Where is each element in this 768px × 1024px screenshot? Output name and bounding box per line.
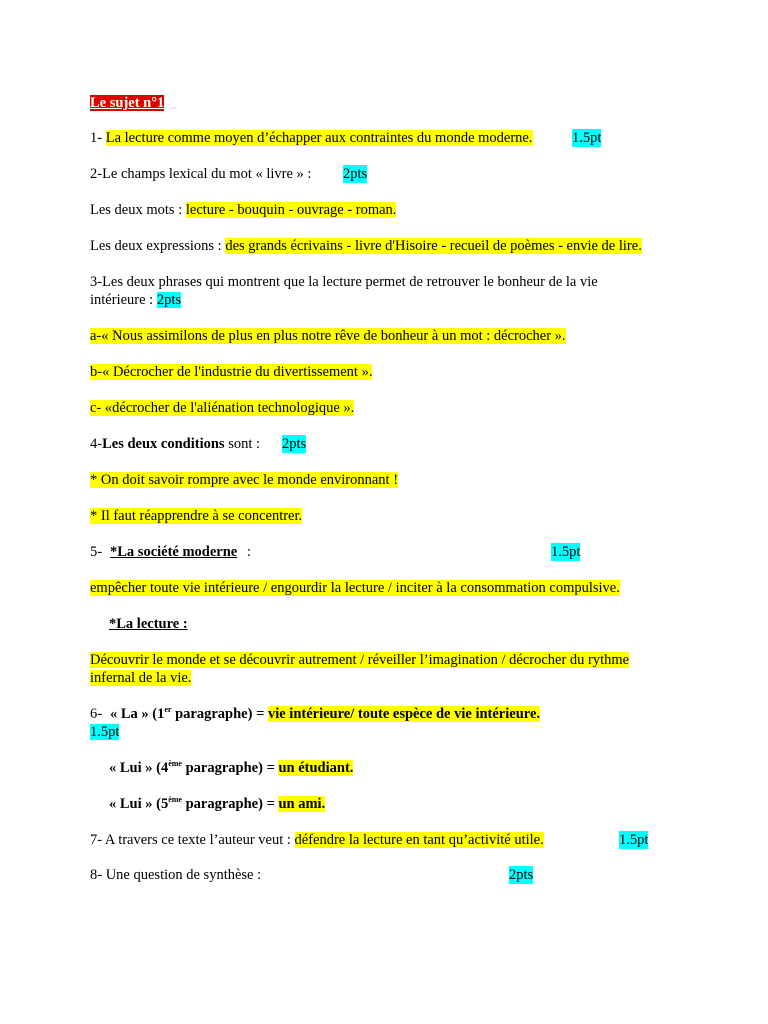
question-1 bbox=[90, 129, 690, 147]
q6-lui4-pre: « Lui » (4 bbox=[109, 760, 169, 776]
q6-lui4-sup: ème bbox=[168, 759, 182, 768]
q6-lui4-post: paragraphe) = bbox=[181, 760, 279, 776]
q2-mots-label: Les deux mots : bbox=[90, 202, 186, 218]
q7-points: 1.5pt bbox=[619, 832, 649, 848]
q6-lui4-answer: un étudiant. bbox=[278, 760, 354, 776]
q4-condition-2 bbox=[90, 507, 690, 525]
q3-c-text: c- «décrocher de l'aliénation technologique ». bbox=[90, 400, 355, 416]
q7-answer: défendre la lecture en tant qu’activité utile. bbox=[294, 832, 544, 848]
q1-number: 1- bbox=[90, 130, 106, 146]
document-title bbox=[90, 94, 690, 112]
q3-a-text: a-« Nous assimilons de plus en plus notre rêve de bonheur à un mot : décrocher ». bbox=[90, 328, 566, 344]
question-4 bbox=[90, 435, 690, 453]
q3-c bbox=[90, 399, 690, 417]
q2-text: 2-Le champs lexical du mot « livre » : bbox=[90, 166, 312, 182]
q6-number: 6- bbox=[90, 706, 103, 722]
question-8 bbox=[90, 866, 690, 884]
q6-points-line bbox=[90, 723, 690, 741]
q6-lui5-sup: ème bbox=[168, 795, 182, 804]
q5-lecture-label-text: *La lecture : bbox=[109, 616, 188, 632]
q6-lui5-answer: un ami. bbox=[278, 796, 326, 812]
q1-points: 1.5pt bbox=[572, 130, 602, 146]
q6-la-sup: er bbox=[164, 705, 172, 714]
question-2 bbox=[90, 165, 690, 183]
q6-lui5-post: paragraphe) = bbox=[181, 796, 279, 812]
title-text: Le sujet n°1 bbox=[90, 95, 165, 111]
q4-condition-1 bbox=[90, 471, 690, 489]
q6-points: 1.5pt bbox=[90, 724, 120, 740]
q4-number: 4- bbox=[90, 436, 103, 452]
q6-la-pre: « La » (1 bbox=[110, 706, 165, 722]
q5-number: 5- bbox=[90, 544, 103, 560]
q5-lecture-answer-text: Découvrir le monde et se découvrir autrement / réveiller l’imagination / décrocher du rythme infernal de la vie. bbox=[90, 652, 630, 686]
q1-answer: La lecture comme moyen d’échapper aux contraintes du monde moderne. bbox=[105, 130, 533, 146]
q2-expr-label: Les deux expressions : bbox=[90, 238, 226, 254]
q6-lui-4 bbox=[109, 759, 709, 777]
question-5 bbox=[90, 543, 690, 561]
q8-points: 2pts bbox=[509, 867, 534, 883]
question-3 bbox=[90, 273, 650, 309]
q6-lui5-pre: « Lui » (5 bbox=[109, 796, 169, 812]
q2-expressions bbox=[90, 237, 690, 255]
q5-lecture-answer bbox=[90, 651, 665, 687]
q5-label: *La société moderne bbox=[110, 544, 238, 560]
q6-la-answer: vie intérieure/ toute espèce de vie intérieure. bbox=[267, 706, 541, 722]
q5-points: 1.5pt bbox=[551, 544, 581, 560]
q3-text: 3-Les deux phrases qui montrent que la lecture permet de retrouver le bonheur de la vie intérieure : bbox=[90, 274, 598, 308]
q7-text: 7- A travers ce texte l’auteur veut : bbox=[90, 832, 295, 848]
q4-bold: Les deux conditions bbox=[102, 436, 225, 452]
q3-b bbox=[90, 363, 690, 381]
q3-b-text: b-« Décrocher de l'industrie du divertissement ». bbox=[90, 364, 373, 380]
q2-mots bbox=[90, 201, 690, 219]
q4-points: 2pts bbox=[282, 436, 307, 452]
q2-expr-answer: des grands écrivains - livre d'Hisoire - recueil de poèmes - envie de lire. bbox=[225, 238, 642, 254]
q6-la bbox=[110, 705, 540, 723]
q4-condition-2-text: * Il faut réapprendre à se concentrer. bbox=[90, 508, 303, 524]
q2-mots-answer: lecture - bouquin - ouvrage - roman. bbox=[185, 202, 397, 218]
q4-rest: sont : bbox=[224, 436, 261, 452]
q6-la-post: paragraphe) = bbox=[171, 706, 268, 722]
q5-answer-text: empêcher toute vie intérieure / engourdir la lecture / inciter à la consommation compulsive. bbox=[90, 580, 620, 596]
question-7 bbox=[90, 831, 690, 849]
q5-colon: : bbox=[247, 544, 252, 560]
q8-text: 8- Une question de synthèse : bbox=[90, 867, 262, 883]
q4-condition-1-text: * On doit savoir rompre avec le monde environnant ! bbox=[90, 472, 399, 488]
q5-answer bbox=[90, 579, 690, 597]
q3-points: 2pts bbox=[156, 292, 182, 308]
q6-lui-5 bbox=[109, 795, 709, 813]
q3-a bbox=[90, 327, 690, 345]
q2-points: 2pts bbox=[343, 166, 368, 182]
q5-lecture-label bbox=[109, 615, 709, 633]
question-6 bbox=[90, 705, 690, 723]
